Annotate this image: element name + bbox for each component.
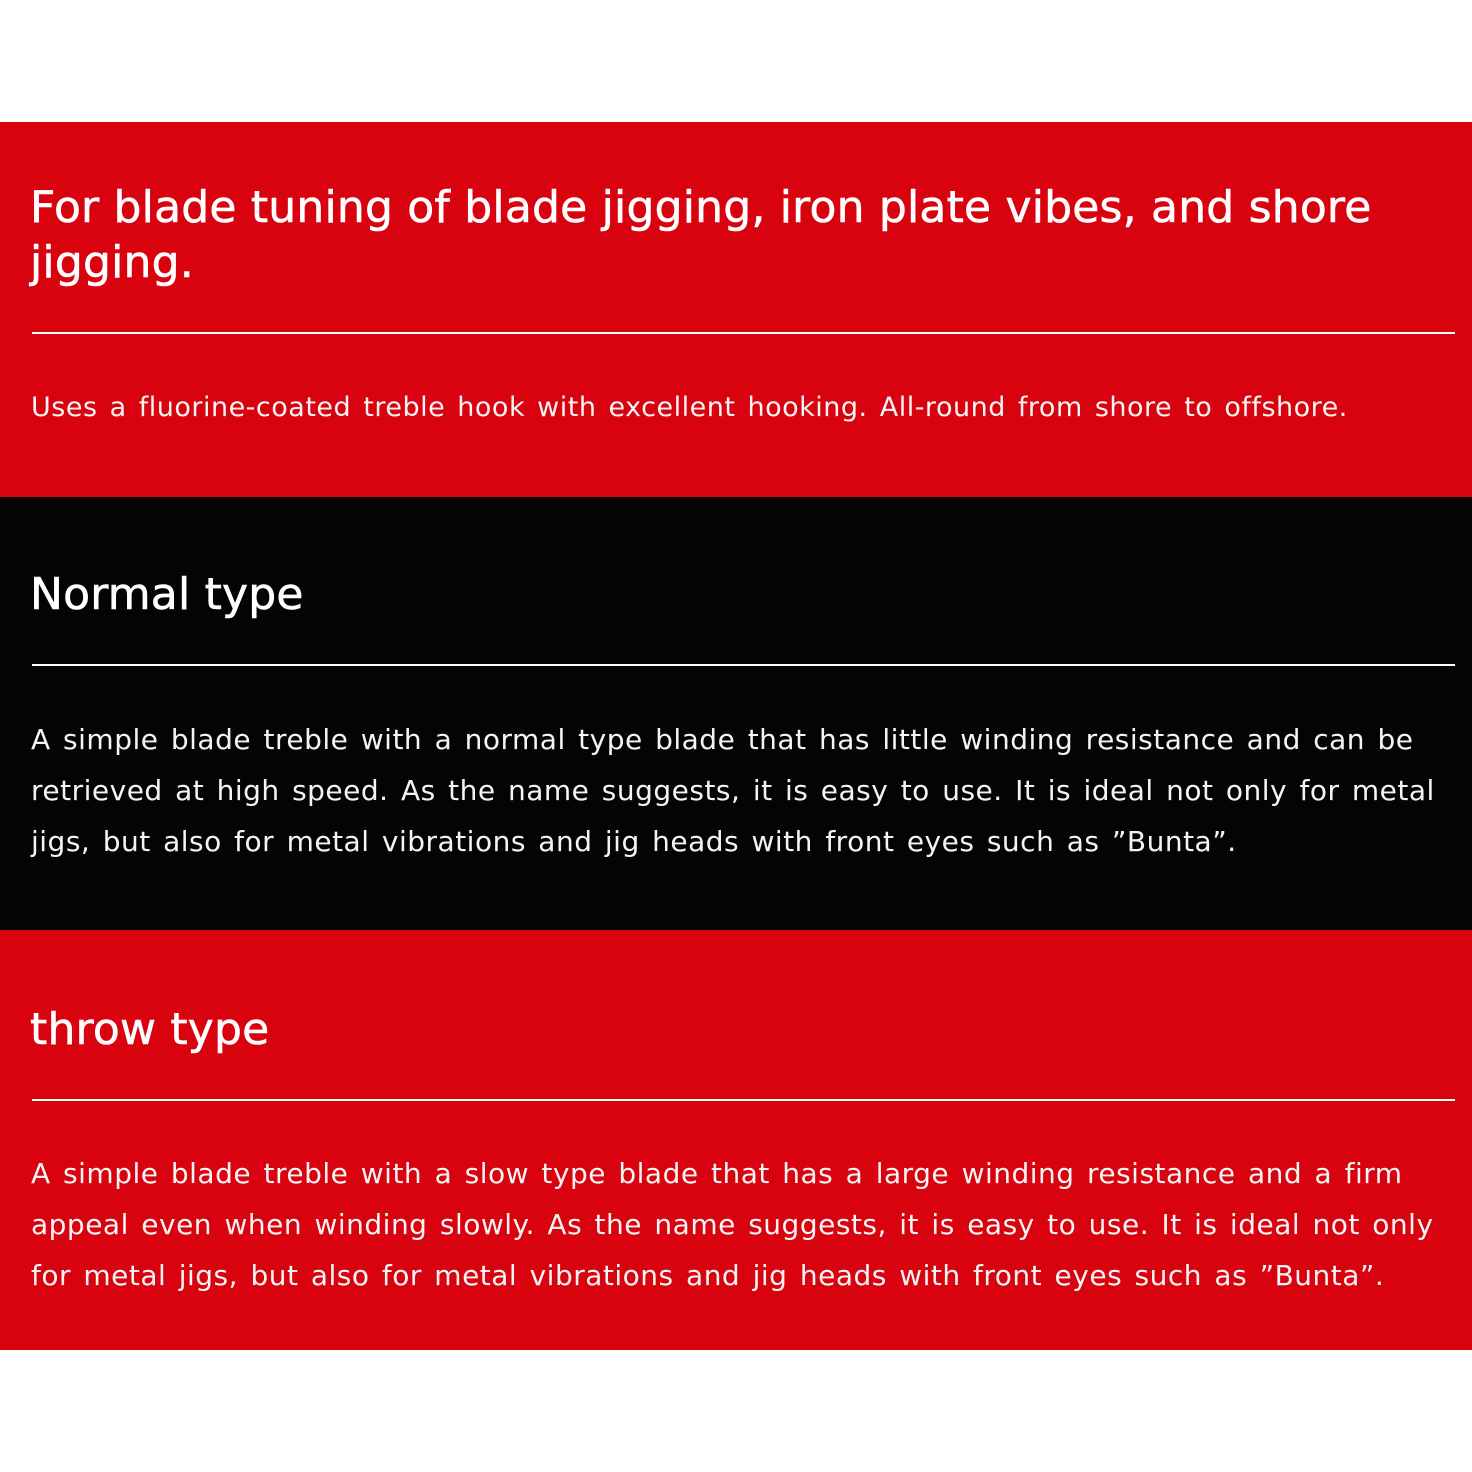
intro-divider: [32, 332, 1455, 334]
normal-type-heading: Normal type: [30, 569, 304, 620]
intro-body: Uses a fluorine-coated treble hook with excellent hooking. All-round from shore to offshore.: [31, 392, 1348, 423]
intro-heading: For blade tuning of blade jigging, iron plate vibes, and shore jigging.: [30, 182, 1372, 288]
throw-type-section: [0, 930, 1472, 1350]
throw-type-heading: throw type: [30, 1004, 270, 1055]
normal-type-body: A simple blade treble with a normal type blade that has little winding resistance and can be retrieved at high speed. As the name suggests, it is easy to use. It is ideal not only for metal jigs, but also for metal vibrations and jig heads with front eyes such as ”Bunta”.: [31, 723, 1435, 858]
normal-type-divider: [32, 664, 1455, 666]
throw-type-body: A simple blade treble with a slow type blade that has a large winding resistance and a firm appeal even when winding slowly. As the name suggests, it is easy to use. It is ideal not only for metal jigs, but also for metal vibrations and jig heads with front eyes such as ”Bunta”.: [31, 1157, 1434, 1292]
intro-section: [0, 122, 1472, 497]
normal-type-section: [0, 497, 1472, 930]
throw-type-divider: [32, 1099, 1455, 1101]
